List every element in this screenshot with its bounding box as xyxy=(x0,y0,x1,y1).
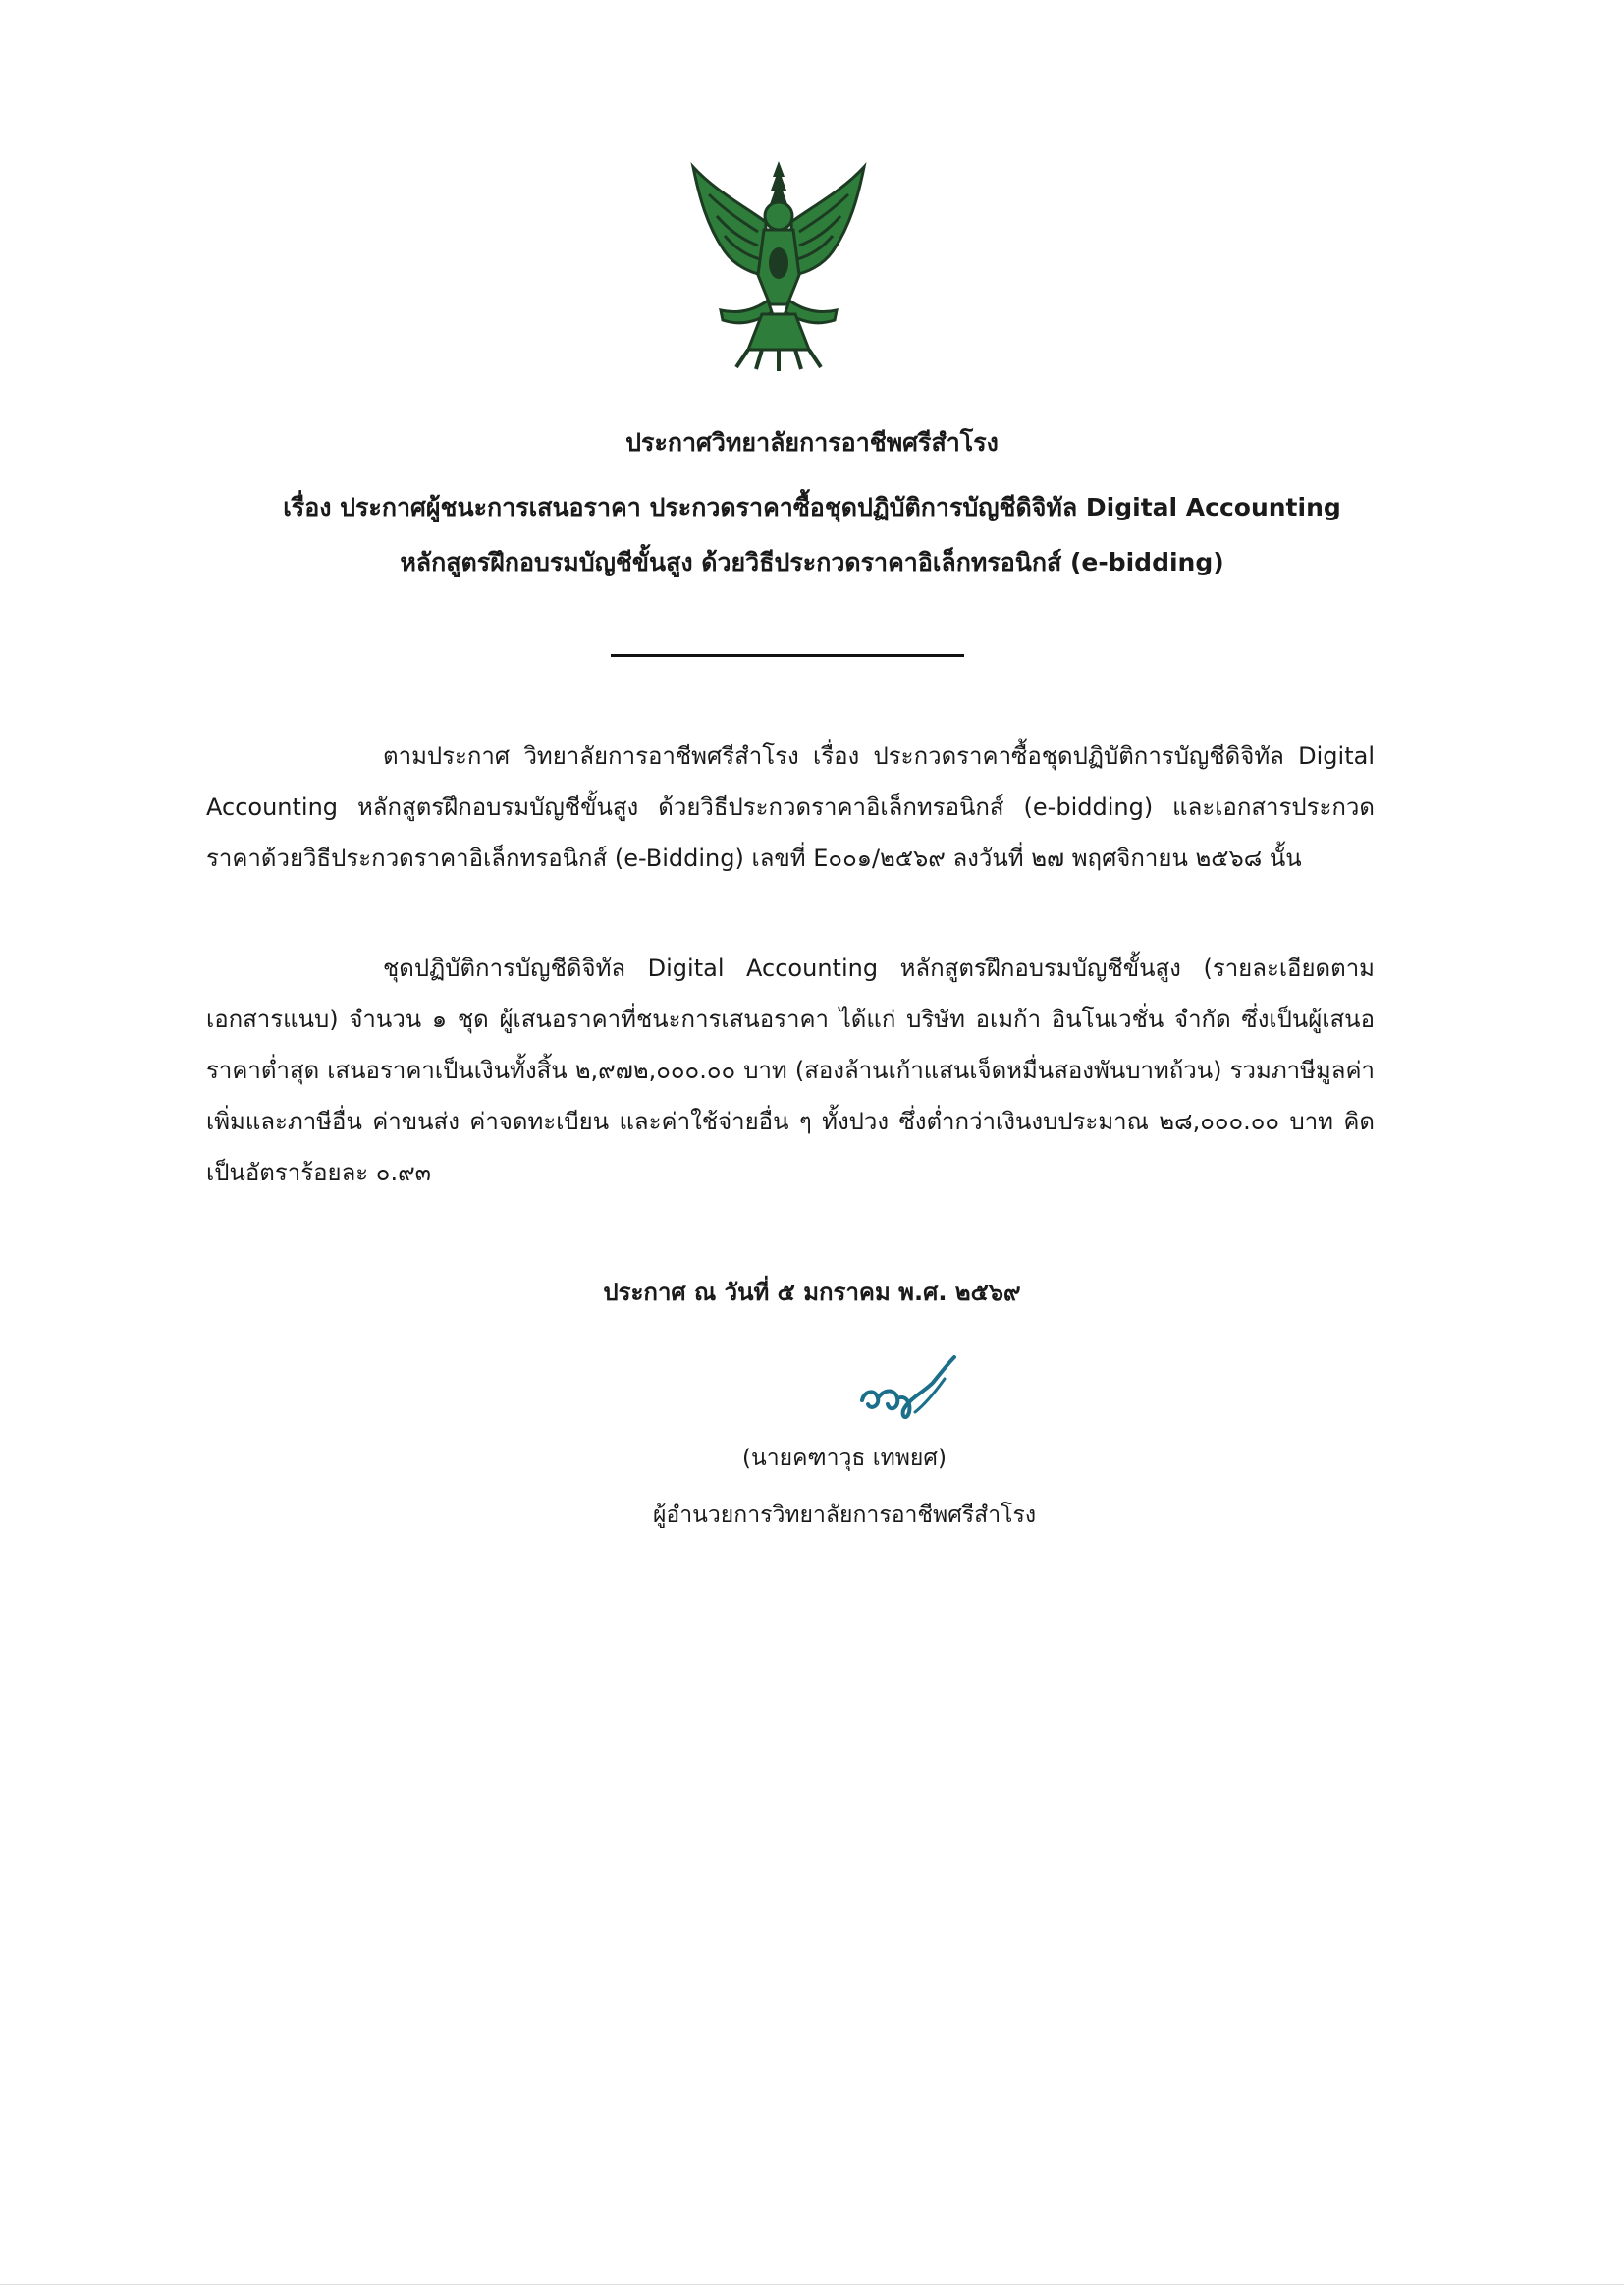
heading-divider xyxy=(611,654,964,657)
scan-border xyxy=(0,2284,1624,2285)
announcement-date: ประกาศ ณ วันที่ ๕ มกราคม พ.ศ. ๒๕๖๙ xyxy=(603,1279,1021,1306)
announcement-subject-line2: หลักสูตรฝึกอบรมบัญชีขั้นสูง ด้วยวิธีประกวดราคาอิเล็กทรอนิกส์ (e-bidding) xyxy=(400,548,1224,576)
signatory-name: (นายคฑาวุธ เทพยศ) xyxy=(742,1446,947,1471)
signatory-position: ผู้อำนวยการวิทยาลัยการอาชีพศรีสำโรง xyxy=(652,1503,1037,1528)
announcement-title: ประกาศวิทยาลัยการอาชีพศรีสำโรง xyxy=(625,428,999,457)
announcement-subject: เรื่อง ประกาศผู้ชนะการเสนอราคา ประกวดราคาซื้อชุดปฏิบัติการบัญชีดิจิทัล Digital Accounting xyxy=(283,493,1341,521)
signature-icon xyxy=(854,1355,962,1434)
body-paragraph-reference: ตามประกาศ วิทยาลัยการอาชีพศรีสำโรง เรื่อง ประกวดราคาซื้อชุดปฏิบัติการบัญชีดิจิทัล Digital Accounting หลักสูตรฝึกอบรมบัญชีขั้นสูง ด้วยวิธีประกวดราคาอิเล็กทรอนิกส์ (e-bidding) และเอกสารประกวดราคาด้วยวิธีประกวดราคาอิเล็กทรอนิกส์ (e-Bidding) เลขที่ E๐๐๑/๒๕๖๙ ลงวันที่ ๒๗ พฤศจิกายน ๒๕๖๘ นั้น xyxy=(206,742,1375,872)
body-paragraph-winner: ชุดปฏิบัติการบัญชีดิจิทัล Digital Accounting หลักสูตรฝึกอบรมบัญชีขั้นสูง (รายละเอียดตามเอกสารแนบ) จำนวน ๑ ชุด ผู้เสนอราคาที่ชนะการเสนอราคา ได้แก่ บริษัท อเมก้า อินโนเวชั่น จำกัด ซึ่งเป็นผู้เสนอราคาต่ำสุด เสนอราคาเป็นเงินทั้งสิ้น ๒,๙๗๒,๐๐๐.๐๐ บาท (สองล้านเก้าแสนเจ็ดหมื่นสองพันบาทถ้วน) รวมภาษีมูลค่าเพิ่มและภาษีอื่น ค่าขนส่ง ค่าจดทะเบียน และค่าใช้จ่ายอื่น ๆ ทั้งปวง ซึ่งต่ำกว่าเงินงบประมาณ ๒๘,๐๐๐.๐๐ บาท คิดเป็นอัตราร้อยละ ๐.๙๓ xyxy=(206,955,1375,1186)
garuda-emblem-icon xyxy=(685,157,872,373)
